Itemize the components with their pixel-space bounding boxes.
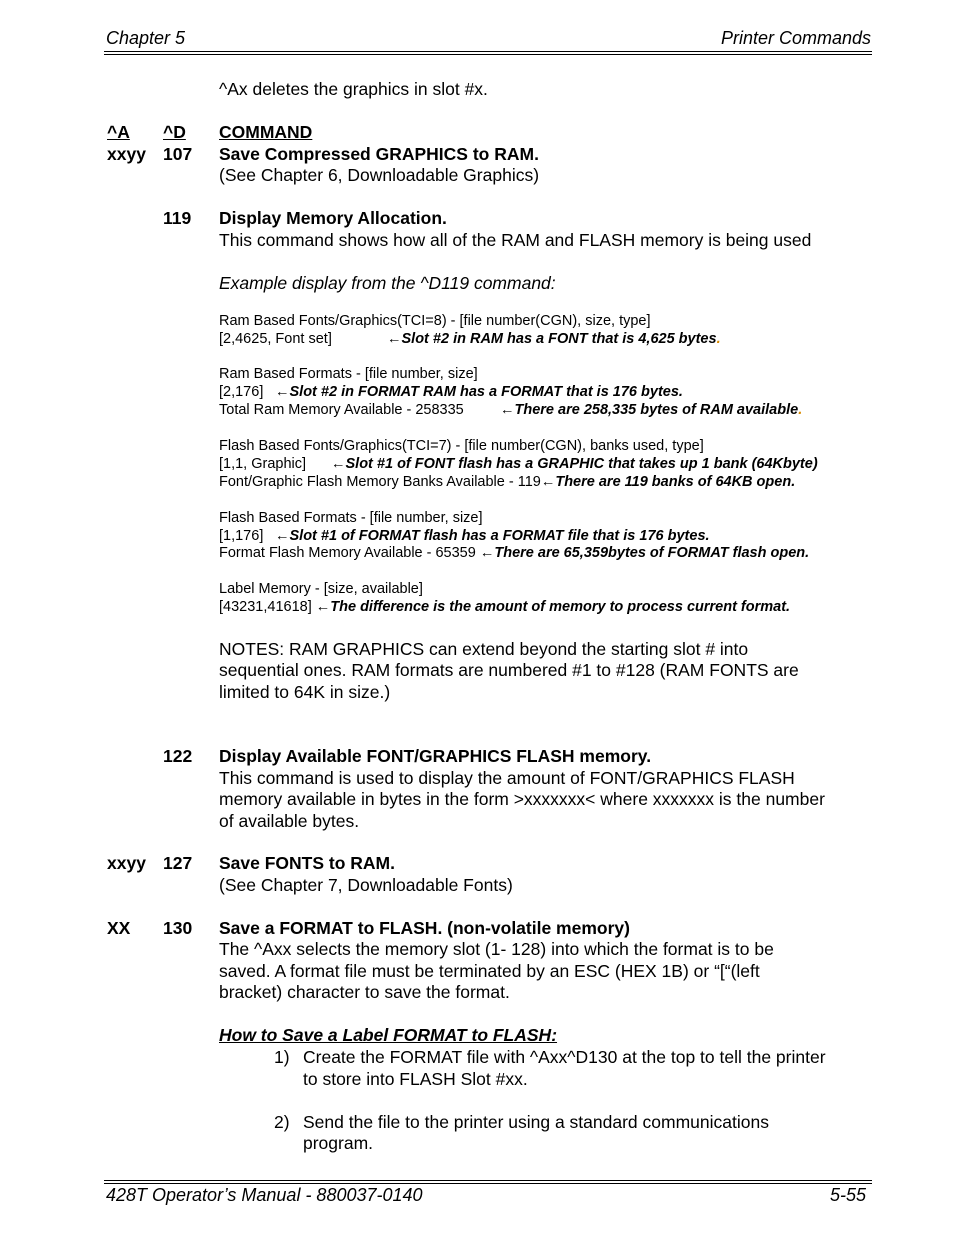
example-line: [1,176] [219,528,264,544]
cmd107-d: 107 [163,144,193,164]
example-line: [2,176] [219,384,264,400]
header-rule [104,51,872,52]
column-heading-command: COMMAND [219,122,313,142]
header-section: Printer Commands [720,28,871,48]
example-line: Flash Based Formats - [file number, size] [219,510,483,526]
step-text-line: program. [303,1133,374,1153]
cmd119-notes-line: NOTES: RAM GRAPHICS can extend beyond the starting slot # into [219,639,749,659]
cmd119-notes-line: limited to 64K in size.) [219,682,391,702]
cmd119-desc: This command shows how all of the RAM and FLASH memory is being used [219,230,812,250]
cmd130-title: Save a FORMAT to FLASH. (non-volatile memory) [219,918,630,938]
intro-text: ^Ax deletes the graphics in slot #x. [219,79,488,99]
cmd127-note: (See Chapter 7, Downloadable Fonts) [219,875,513,895]
cmd107-title: Save Compressed GRAPHICS to RAM. [219,144,539,164]
column-heading-d: ^D [163,122,186,142]
cmd119-d: 119 [163,208,192,228]
cmd119-title: Display Memory Allocation. [219,208,447,228]
example-line: Format Flash Memory Available - 65359 ←There are 65,359bytes of FORMAT flash open. [219,545,810,561]
example-line: [2,4625, Font set] [219,331,332,347]
step-number: 1) [274,1047,290,1067]
cmd127-d: 127 [163,853,193,873]
cmd107-note: (See Chapter 6, Downloadable Graphics) [219,165,540,185]
cmd122-d: 122 [163,746,193,766]
example-annotation: ←Slot #1 of FONT flash has a GRAPHIC that takes up 1 bank (64Kbyte) [331,456,818,472]
column-heading-a: ^A [107,122,130,142]
example-line: Flash Based Fonts/Graphics(TCI=7) - [file number(CGN), banks used, type] [219,438,704,454]
cmd130-a: XX [107,918,131,938]
cmd122-desc-line: memory available in bytes in the form >xxxxxxx< where xxxxxxx is the number [219,789,825,809]
cmd107-a: xxyy [107,144,146,164]
cmd127-a: xxyy [107,853,146,873]
example-annotation: ←There are 258,335 bytes of RAM available. [500,402,803,418]
example-line: Total Ram Memory Available - 258335 [219,402,464,418]
cmd130-desc-line: The ^Axx selects the memory slot (1- 128) into which the format is to be [219,939,774,959]
cmd119-example-label: Example display from the ^D119 command: [219,273,556,293]
footer-page-number: 5-55 [829,1185,866,1205]
cmd127-title: Save FONTS to RAM. [219,853,395,873]
header-rule-2 [104,54,872,55]
cmd122-desc-line: of available bytes. [219,811,360,831]
example-line: Ram Based Fonts/Graphics(TCI=8) - [file number(CGN), size, type] [219,313,651,329]
example-line: Label Memory - [size, available] [219,581,423,597]
footer-rule [104,1180,872,1181]
example-line: Ram Based Formats - [file number, size] [219,366,478,382]
example-annotation: ←Slot #2 in FORMAT RAM has a FORMAT that is 176 bytes. [275,384,683,400]
cmd119-notes-line: sequential ones. RAM formats are numbered #1 to #128 (RAM FONTS are [219,660,799,680]
footer-manual-title: 428T Operator’s Manual - 880037-0140 [106,1185,423,1205]
howto-heading: How to Save a Label FORMAT to FLASH: [219,1025,558,1045]
step-text-line: Create the FORMAT file with ^Axx^D130 at the top to tell the printer [303,1047,826,1067]
example-annotation: ←Slot #2 in RAM has a FONT that is 4,625 bytes. [387,331,721,347]
step-number: 2) [274,1112,290,1132]
step-text-line: Send the file to the printer using a standard communications [303,1112,769,1132]
cmd130-desc-line: bracket) character to save the format. [219,982,510,1002]
cmd130-d: 130 [163,918,193,938]
example-annotation: ←Slot #1 of FORMAT flash has a FORMAT file that is 176 bytes. [275,528,710,544]
example-line: [1,1, Graphic] [219,456,307,472]
header-chapter: Chapter 5 [106,28,186,48]
cmd122-desc-line: This command is used to display the amount of FONT/GRAPHICS FLASH [219,768,795,788]
cmd122-title: Display Available FONT/GRAPHICS FLASH memory. [219,746,652,766]
footer-rule-2 [104,1183,872,1184]
example-line: Font/Graphic Flash Memory Banks Available - 119←There are 119 banks of 64KB open. [219,474,796,490]
example-line: [43231,41618] ←The difference is the amount of memory to process current format. [219,599,791,615]
step-text-line: to store into FLASH Slot #xx. [303,1069,528,1089]
cmd130-desc-line: saved. A format file must be terminated by an ESC (HEX 1B) or “[“(left [219,961,760,981]
